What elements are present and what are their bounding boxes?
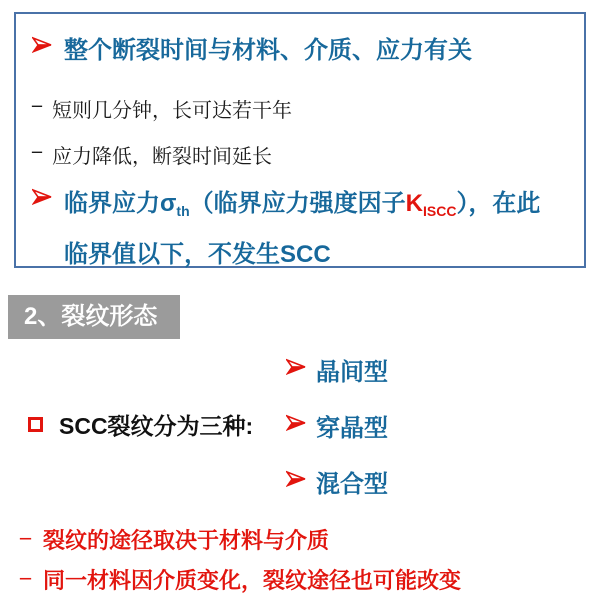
bullet-point-1 <box>32 30 472 65</box>
critical-stress-pre: 临界应力σ <box>64 190 177 217</box>
critical-stress-line2: 临界值以下，不发生SCC <box>64 241 331 268</box>
critical-stress-post: ），在此 <box>456 190 541 217</box>
note-medium-change <box>20 564 461 595</box>
kiscc-subscript: ISCC <box>422 203 457 219</box>
dash-bullet: – <box>20 564 31 589</box>
kiscc-symbol: $K_{ISCC}$ <box>405 190 457 219</box>
crack-type-label: 晶间型 <box>316 359 388 386</box>
arrow-bullet-icon <box>32 34 52 62</box>
dash-point-1 <box>32 94 292 123</box>
arrow-bullet-icon <box>286 413 306 438</box>
dash-point-1-text: 短则几分钟，长可达若干年 <box>52 100 292 122</box>
note-text: 裂纹的途径取决于材料与介质 <box>43 528 330 553</box>
classification-label: SCC裂纹分为三种: <box>59 413 254 439</box>
arrow-bullet-icon <box>286 357 306 382</box>
bullet-point-1-text: 整个断裂时间与材料、介质、应力有关 <box>64 37 472 64</box>
crack-type-mixed <box>286 464 388 499</box>
dash-bullet: – <box>32 140 42 162</box>
arrow-bullet-icon <box>286 469 306 494</box>
dash-bullet: – <box>32 94 42 116</box>
bullet-point-2 <box>32 182 540 276</box>
crack-type-intergranular <box>286 352 388 387</box>
note-crack-path <box>20 524 329 555</box>
square-bullet-icon <box>28 417 43 432</box>
dash-point-2-text: 应力降低，断裂时间延长 <box>52 146 272 168</box>
info-box <box>14 12 586 268</box>
classification-label-row <box>28 408 253 441</box>
critical-stress-mid: （临界应力强度因子 <box>189 190 406 217</box>
section-title: 2、裂纹形态 <box>8 295 180 339</box>
sigma-subscript: th <box>176 203 190 219</box>
crack-type-label: 穿晶型 <box>316 415 388 442</box>
bullet-point-2-text <box>64 182 540 276</box>
note-text: 同一材料因介质变化，裂纹途径也可能改变 <box>43 568 462 593</box>
dash-bullet: – <box>20 524 31 549</box>
dash-point-2 <box>32 140 272 169</box>
arrow-bullet-icon <box>32 186 52 214</box>
crack-type-transgranular <box>286 408 388 443</box>
crack-type-label: 混合型 <box>316 471 388 498</box>
